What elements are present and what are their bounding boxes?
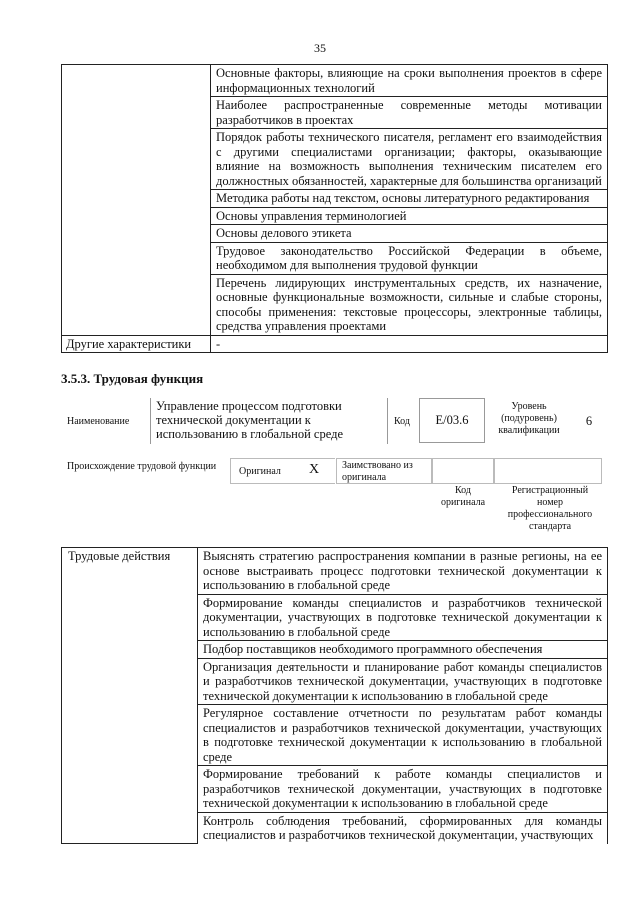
table-cell: Наиболее распространенные современные методы мотивации разработчиков в проектах <box>211 97 608 129</box>
borrowed-label: Заимствовано из оригинала <box>342 460 413 483</box>
table-cell: Формирование требований к работе команды специалистов и разработчиков технической документации, участвующих в подготовке технической документации к использованию в глобальной среде <box>198 766 608 813</box>
name-label: Наименование <box>67 416 130 427</box>
code-box <box>419 398 485 443</box>
table-cell: Контроль соблюдения требований, сформированных для команды специалистов и разработчиков технической документации, участвующих <box>198 812 608 844</box>
section-heading: 3.5.3. Трудовая функция <box>61 371 204 386</box>
original-label: Оригинал <box>239 466 281 477</box>
actions-label: Трудовые действия <box>62 548 198 844</box>
name-box <box>150 398 388 444</box>
table-cell: Порядок работы технического писателя, регламент его взаимодействия с другими специалистами организации; факторы, оказывающие влияние на возможность выполнения техническим писателем его должностных обязанностей, характерные для большинства организаций <box>211 129 608 190</box>
table-row <box>62 65 608 97</box>
function-name: Управление процессом подготовки технической документации к использованию в глобальной среде <box>156 399 343 441</box>
code-label: Код <box>394 416 410 427</box>
labor-actions-table <box>61 547 608 844</box>
table-cell: Основы делового этикета <box>211 225 608 243</box>
table-cell: Регулярное составление отчетности по результатам работ команды специалистов и разработчиков технической документации, участвующих в подготовке технической документации к использованию в глобальной среде <box>198 705 608 766</box>
original-mark: X <box>309 462 320 477</box>
origin-label: Происхождение трудовой функции <box>67 461 217 472</box>
table-cell: Формирование команды специалистов и разработчиков технической документации, участвующих в подготовке технической документации к использованию в глобальной среде <box>198 594 608 641</box>
table-row <box>62 335 608 353</box>
page-number: 35 <box>314 41 326 55</box>
other-characteristics-label: Другие характеристики <box>62 335 211 353</box>
table-cell: Основы управления терминологией <box>211 207 608 225</box>
table-cell: Основные факторы, влияющие на сроки выполнения проектов в сфере информационных технологий <box>211 65 608 97</box>
level-label: Уровень (подуровень) квалификации <box>498 401 560 436</box>
level-value: 6 <box>585 414 593 428</box>
original-code-box <box>432 458 494 484</box>
original-code-caption: Код оригинала <box>440 485 486 508</box>
empty-label-cell <box>62 65 211 336</box>
table-cell: Трудовое законодательство Российской Федерации в объеме, необходимом для выполнения трудовой функции <box>211 242 608 274</box>
table-cell: Методика работы над текстом, основы литературного редактирования <box>211 190 608 208</box>
table-cell: Перечень лидирующих инструментальных средств, их назначение, основные функциональные возможности, сильные и слабые стороны, способы применения: текстовые процессоры, электронные таблицы, средства управления проектами <box>211 274 608 335</box>
table-cell: Выяснять стратегию распространения компании в разные регионы, на ее основе выстраивать процесс подготовки технической документации к использованию в глобальной среде <box>198 548 608 595</box>
other-characteristics-value: - <box>211 335 608 353</box>
table-row <box>62 548 608 595</box>
registration-caption: Регистрационный номер профессионального стандарта <box>507 485 593 532</box>
table-cell: Подбор поставщиков необходимого программного обеспечения <box>198 641 608 659</box>
registration-box <box>494 458 602 484</box>
function-code: E/03.6 <box>435 413 469 427</box>
table-cell: Организация деятельности и планирование работ команды специалистов и разработчиков технической документации, участвующих в подготовке технической документации к использованию в глобальной среде <box>198 658 608 705</box>
knowledge-table <box>61 64 608 353</box>
